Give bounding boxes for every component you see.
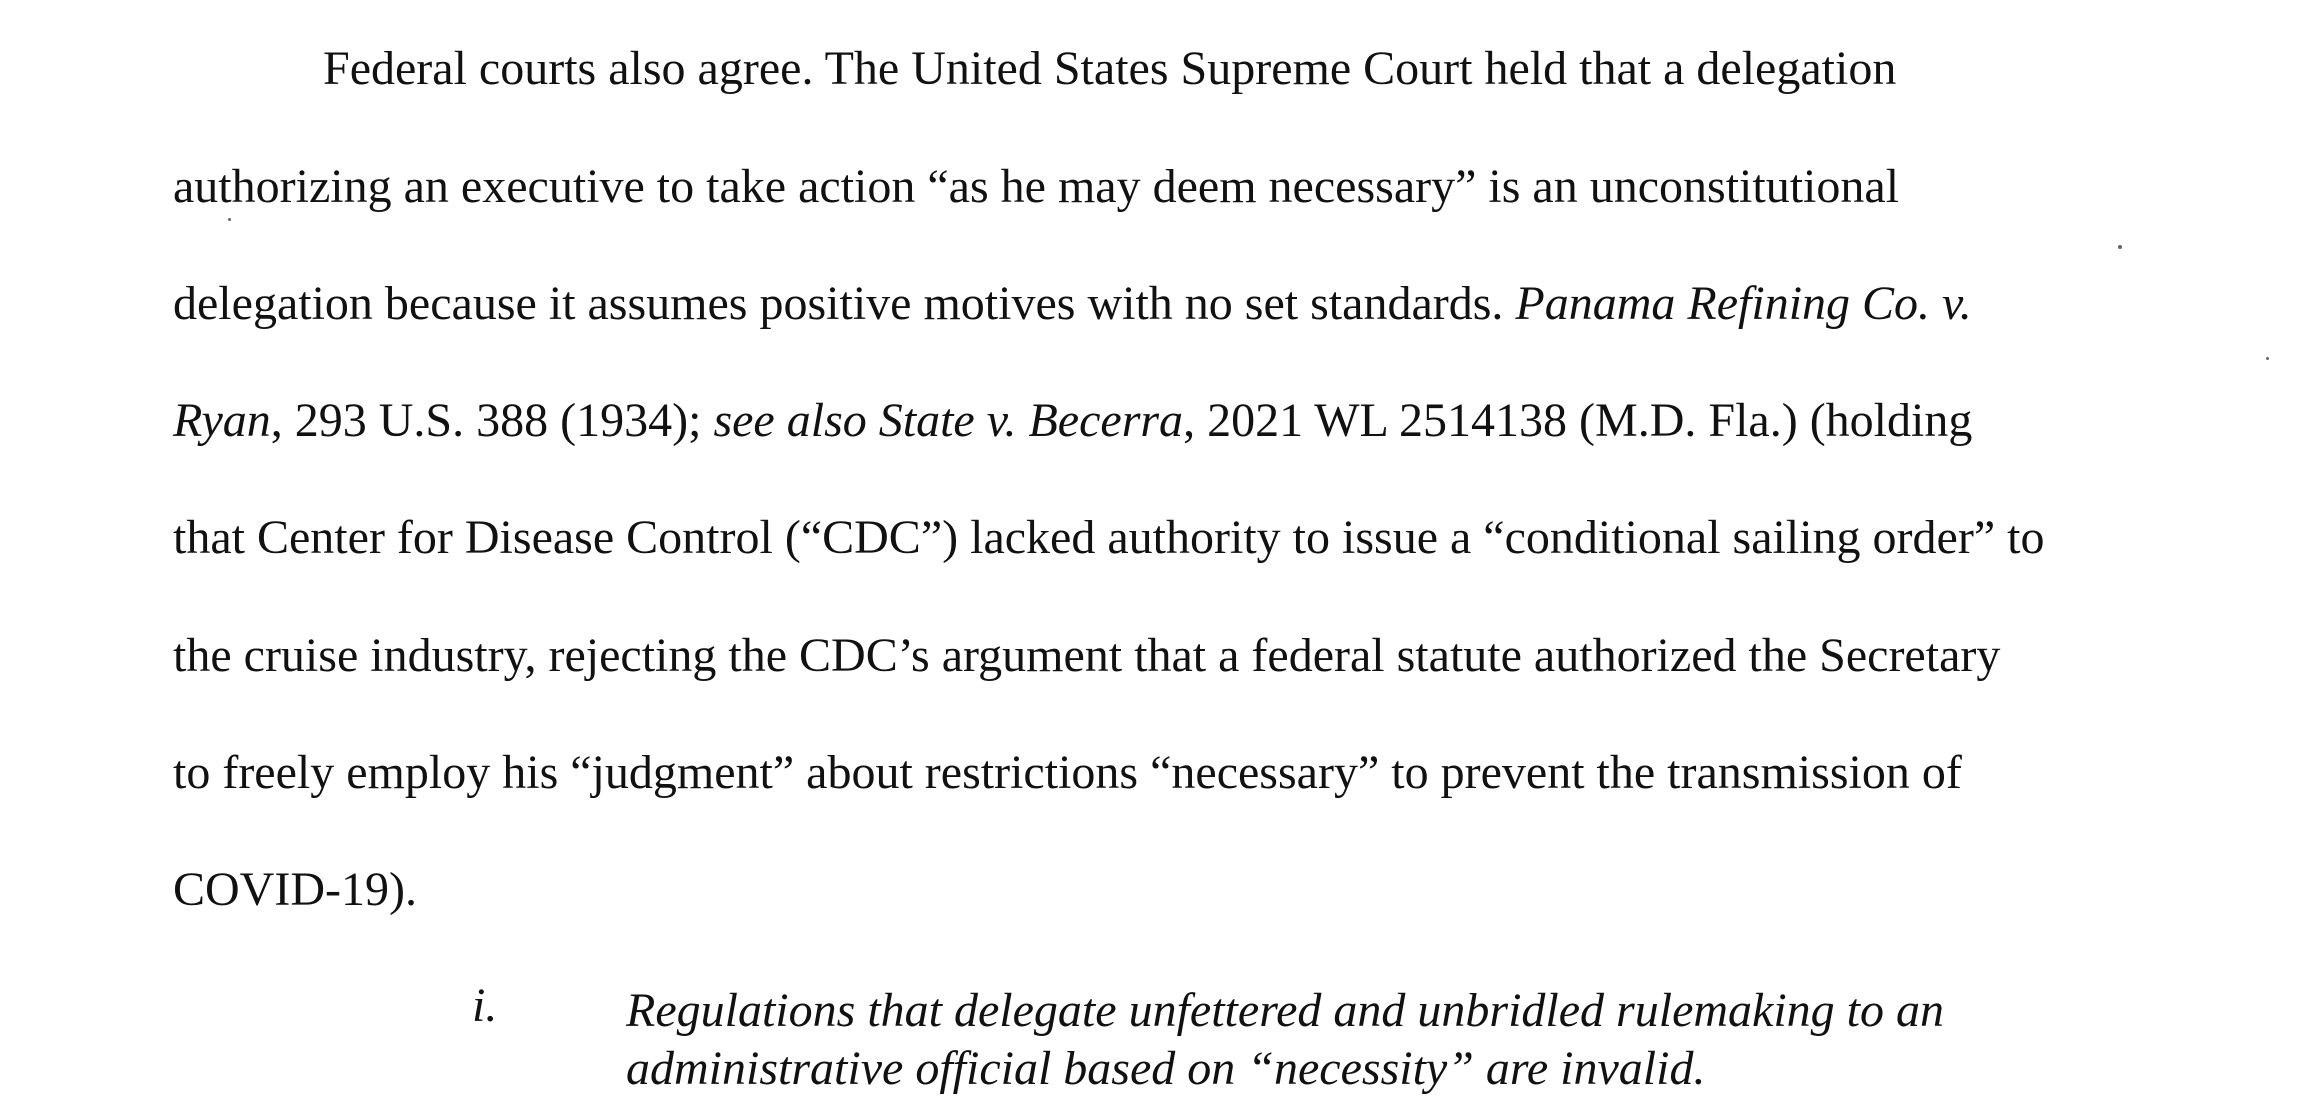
paragraph-line-2 bbox=[173, 160, 1900, 213]
scan-speck bbox=[2266, 357, 2269, 360]
line-5-text: that Center for Disease Control (“CDC”) lacked authority to issue a “conditional sailing order” to bbox=[173, 511, 2045, 564]
citation-reporter: , 293 U.S. 388 (1934); bbox=[270, 394, 714, 447]
scan-speck bbox=[228, 218, 231, 221]
paragraph-line-6 bbox=[173, 629, 2001, 682]
subheading-line-2: administrative official based on “necessity” are invalid. bbox=[626, 1042, 1706, 1095]
line-8-text: COVID-19). bbox=[173, 863, 417, 916]
subheading-number: i. bbox=[472, 979, 498, 1032]
paragraph-line-4 bbox=[173, 394, 1973, 447]
paragraph-line-1 bbox=[323, 42, 1897, 95]
subheading-title bbox=[626, 982, 1944, 1098]
paragraph-line-8 bbox=[173, 863, 417, 916]
citation-westlaw: , 2021 WL 2514138 (M.D. Fla.) (holding bbox=[1183, 394, 1973, 447]
line-6-text: the cruise industry, rejecting the CDC’s argument that a federal statute authorized the Secretary bbox=[173, 629, 2001, 682]
line-7-text: to freely employ his “judgment” about restrictions “necessary” to prevent the transmission of bbox=[173, 746, 1962, 799]
paragraph-line-5 bbox=[173, 511, 2045, 564]
line-1-text: Federal courts also agree. The United States Supreme Court held that a delegation bbox=[323, 42, 1897, 95]
line-2-text: authorizing an executive to take action “as he may deem necessary” is an unconstitutional bbox=[173, 160, 1900, 213]
scan-speck bbox=[2118, 245, 2122, 249]
line-3-text: delegation because it assumes positive motives with no set standards. bbox=[173, 277, 1516, 330]
subheading-line-1: Regulations that delegate unfettered and unbridled rulemaking to an bbox=[626, 984, 1945, 1037]
paragraph-line-7 bbox=[173, 746, 1962, 799]
case-citation-ryan: Ryan bbox=[173, 394, 271, 447]
case-citation-panama: Panama Refining Co. v. bbox=[1515, 277, 1972, 330]
paragraph-line-3 bbox=[173, 277, 1972, 330]
case-citation-becerra: see also State v. Becerra bbox=[713, 394, 1184, 447]
